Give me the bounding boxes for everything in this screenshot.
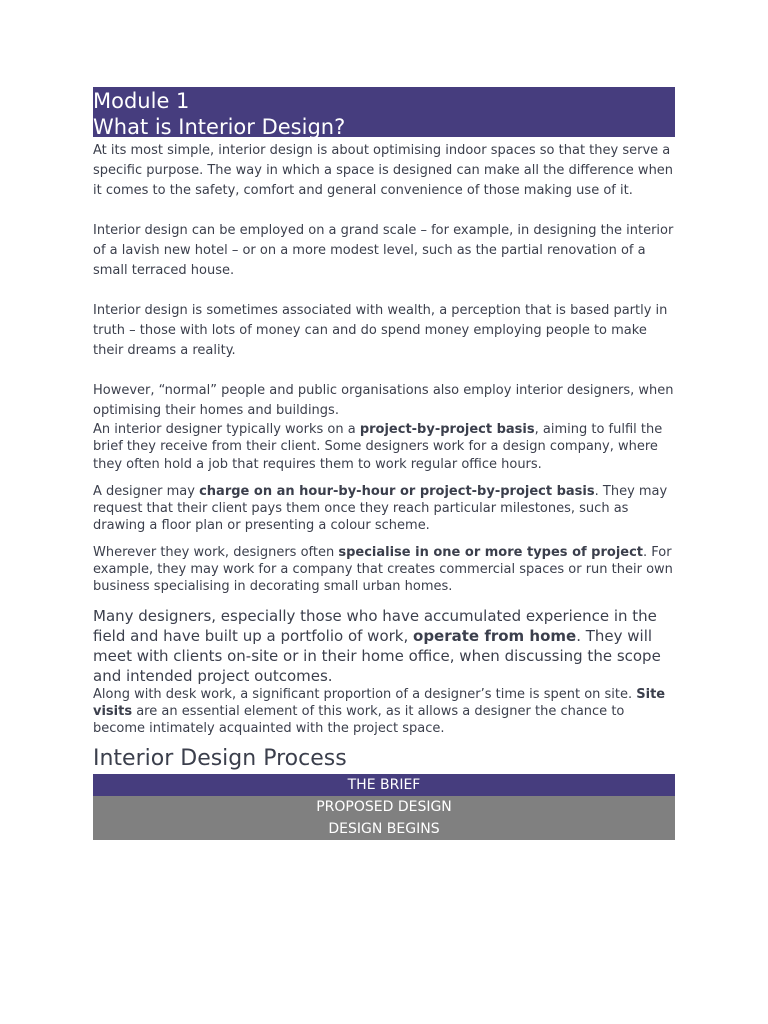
module-title: What is Interior Design? — [93, 115, 346, 139]
process-table — [93, 774, 675, 840]
paragraph-1: At its most simple, interior design is about optimising indoor spaces so that they serve a specific purpose. The way in which a space is designed can make all the difference when it comes to the safety, comfort and general convenience of those making use of it. — [93, 143, 674, 198]
paragraph-8-text-c: . They will meet with clients on-site or in their home office, when discussing the scope and intended project outcomes. — [93, 626, 661, 685]
paragraph-5 — [93, 421, 675, 473]
paragraph-7-text-c: . For example, they may work for a company that creates commercial spaces or run their own business specialising in decorating small urban homes. — [93, 544, 673, 595]
paragraph-8-bold: operate from home — [413, 626, 577, 645]
process-step-design-begins: DESIGN BEGINS — [93, 818, 675, 840]
module-label: Module 1 — [93, 89, 190, 113]
paragraph-6-text-a: A designer may — [93, 483, 200, 499]
paragraph-8 — [93, 606, 675, 686]
paragraph-9 — [93, 686, 675, 738]
paragraph-6-bold: charge on an hour-by-hour or project-by-project basis — [199, 483, 595, 499]
paragraph-7-text-a: Wherever they work, designers often — [93, 544, 339, 560]
paragraph-8-text-a: Many designers, especially those who have accumulated experience in the field and have built up a portfolio of work, — [93, 606, 657, 645]
paragraph-5-text-a: An interior designer typically works on a — [93, 422, 360, 437]
paragraph-7-bold: specialise in one or more types of project — [338, 544, 644, 560]
process-step-brief: THE BRIEF — [93, 774, 675, 796]
document-page — [93, 87, 675, 840]
process-step-proposed-design: PROPOSED DESIGN — [93, 796, 675, 818]
paragraph-4: However, “normal” people and public organisations also employ interior designers, when optimising their homes and buildings. — [93, 383, 674, 418]
module-header — [93, 87, 675, 137]
paragraph-6 — [93, 483, 675, 535]
paragraph-2: Interior design can be employed on a grand scale – for example, in designing the interior of a lavish new hotel – or on a more modest level, such as the partial renovation of a small terraced house. — [93, 223, 674, 278]
paragraph-6-text-c: . They may request that their client pays them once they reach particular milestones, such as drawing a floor plan or presenting a colour scheme. — [93, 483, 668, 534]
paragraph-9-text-a: Along with desk work, a significant proportion of a designer’s time is spent on site. — [93, 686, 637, 702]
paragraph-9-bold: Site visits — [93, 686, 666, 719]
paragraph-5-text-c: , aiming to fulfil the brief they receive from their client. Some designers work for a design company, where they often hold a job that requires them to work regular office hours. — [93, 422, 663, 472]
section-title: Interior Design Process — [93, 745, 347, 771]
paragraph-7 — [93, 544, 675, 596]
paragraph-5-bold: project-by-project basis — [359, 422, 535, 437]
paragraph-3: Interior design is sometimes associated with wealth, a perception that is based partly in truth – those with lots of money can and do spend money employing people to make their dreams a reality. — [93, 303, 668, 358]
paragraph-9-text-c: are an essential element of this work, as it allows a designer the chance to become intimately acquainted with the project space. — [93, 703, 625, 737]
